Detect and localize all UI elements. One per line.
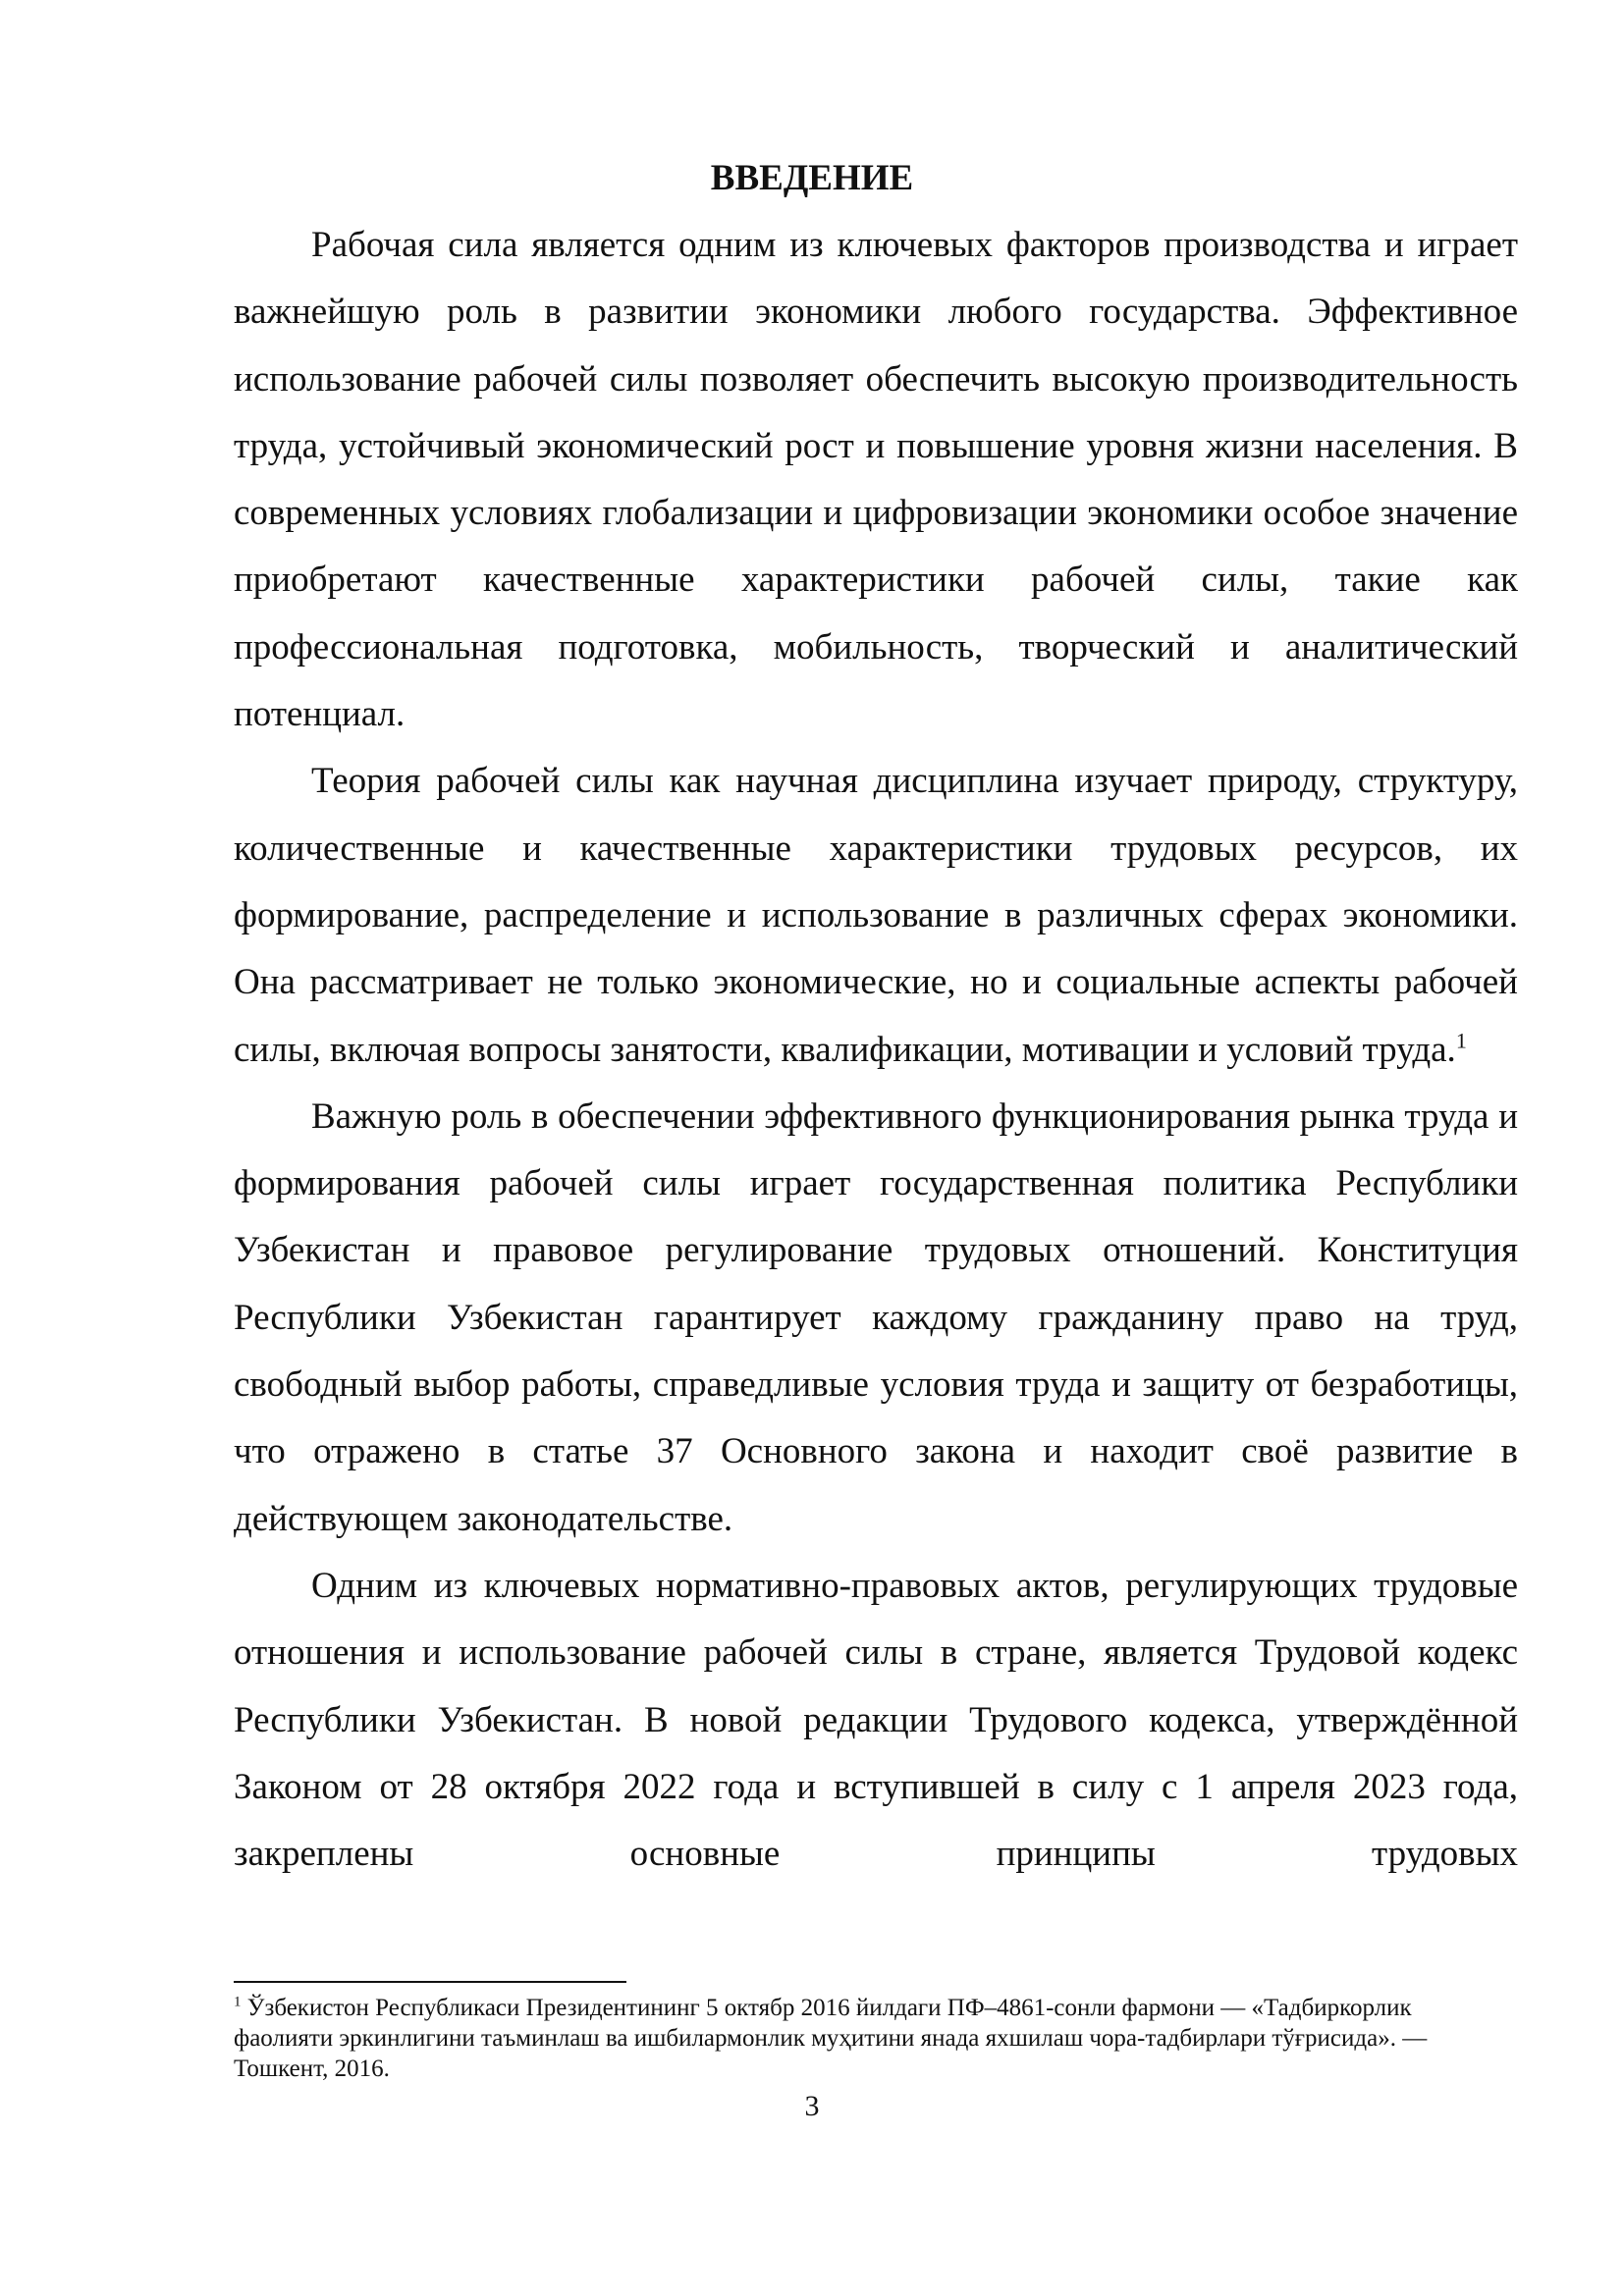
footnote xyxy=(234,1993,1451,2084)
footnote-reference[interactable]: 1 xyxy=(1455,1028,1467,1053)
paragraph-2 xyxy=(234,748,1518,1083)
body-text xyxy=(234,212,1518,1888)
paragraph-3: Важную роль в обеспечении эффективного функционирования рынка труда и формирования рабочей силы играет государственная политика Республики Узбекистан и правовое регулирование трудовых отношений. Конституция Республики Узбекистан гарантирует каждому гражданину право на труд, свободный выбор работы, справедливые условия труда и защиту от безработицы, что отражено в статье 37 Основного закона и находит своё развитие в действующем законодательстве. xyxy=(234,1095,1518,1539)
footnote-marker: 1 xyxy=(234,1994,242,2010)
page-title: ВВЕДЕНИЕ xyxy=(710,158,914,198)
footnote-separator xyxy=(234,1981,626,1983)
paragraph-2-text: Теория рабочей силы как научная дисциплина изучает природу, структуру, количественные и качественные характеристики трудовых ресурсов, их формирование, распределение и использование в различных сферах экономики. Она рассматривает не только экономические, но и социальные аспекты рабочей силы, включая вопросы занятости, квалификации, мотивации и условий труда. xyxy=(234,761,1518,1070)
paragraph-1: Рабочая сила является одним из ключевых факторов производства и играет важнейшую роль в развитии экономики любого государства. Эффективное использование рабочей силы позволяет обеспечить высокую производительность труда, устойчивый экономический рост и повышение уровня жизни населения. В современных условиях глобализации и цифровизации экономики особое значение приобретают качественные характеристики рабочей силы, такие как профессиональная подготовка, мобильность, творческий и аналитический потенциал. xyxy=(234,225,1518,735)
page-number: 3 xyxy=(804,2090,820,2122)
footnote-text: Ўзбекистон Республикаси Президентининг 5 октябр 2016 йилдаги ПФ–4861-сонли фармони — «Тадбиркорлик фаолияти эркинлигини таъминлаш ва ишбилармонлик муҳитини янада яхшилаш чора-тадбирлари тўғрисида». — Тошкент, 2016. xyxy=(234,1995,1428,2082)
paragraph-4: Одним из ключевых нормативно-правовых актов, регулирующих трудовые отношения и использование рабочей силы в стране, является Трудовой кодекс Республики Узбекистан. В новой редакции Трудового кодекса, утверждённой Законом от 28 октября 2022 года и вступившей в силу с 1 апреля 2023 года, закреплены основные принципы трудовых xyxy=(234,1565,1518,1875)
